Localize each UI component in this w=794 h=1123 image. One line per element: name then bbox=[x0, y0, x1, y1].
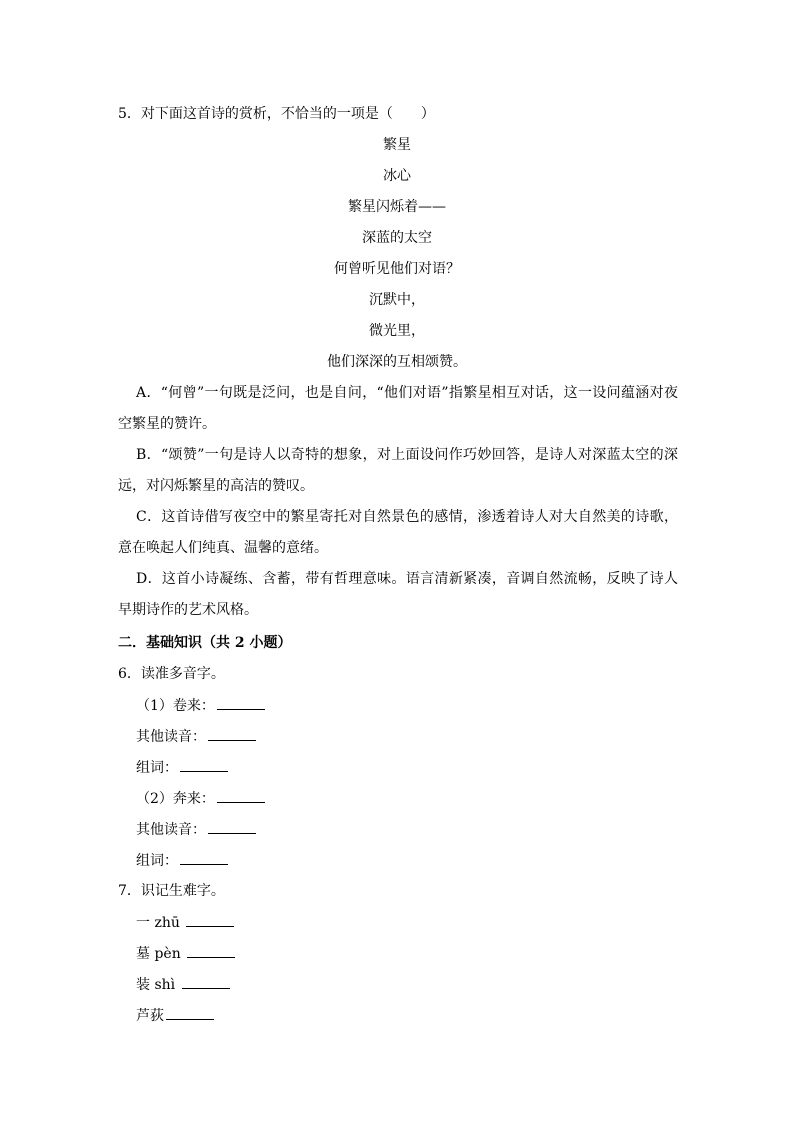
poem-author: 冰心 bbox=[383, 168, 411, 184]
q6-item-2-word-label: 组词： bbox=[136, 853, 178, 869]
q7-item-4-label: 芦荻 bbox=[136, 1008, 164, 1024]
q6-item-1 bbox=[136, 695, 265, 715]
poem-line-5: 微光里， bbox=[369, 323, 425, 339]
answer-blank[interactable] bbox=[180, 850, 228, 865]
answer-blank[interactable] bbox=[182, 974, 230, 989]
q7-item-3 bbox=[136, 974, 230, 994]
poem-line-2: 深蓝的太空 bbox=[362, 230, 432, 246]
answer-blank[interactable] bbox=[208, 726, 256, 741]
answer-blank[interactable] bbox=[186, 912, 234, 927]
q6-item-2-label: （2）奔来： bbox=[136, 791, 215, 807]
q7-item-1-label: 一 zhū bbox=[136, 915, 185, 931]
answer-blank[interactable] bbox=[166, 1005, 214, 1020]
q7-item-1 bbox=[136, 912, 234, 932]
q6-item-1-other bbox=[136, 726, 256, 746]
q6-item-2 bbox=[136, 788, 265, 808]
poem-line-3: 何曾听见他们对语？ bbox=[334, 261, 460, 277]
q6-item-1-label: （1）卷来： bbox=[136, 698, 215, 714]
poem-line-4: 沉默中， bbox=[369, 292, 425, 308]
question-5-stem: 5．对下面这首诗的赏析，不恰当的一项是（ ） bbox=[118, 106, 435, 122]
option-c: C．这首诗借写夜空中的繁星寄托对自然景色的感情，渗透着诗人对大自然美的诗歌，意在唤起人们纯真、温馨的意绪。 bbox=[118, 509, 678, 556]
answer-blank[interactable] bbox=[180, 757, 228, 772]
poem-line-1: 繁星闪烁着—— bbox=[348, 199, 446, 215]
answer-blank[interactable] bbox=[187, 943, 235, 958]
q7-item-4 bbox=[136, 1005, 214, 1025]
q7-item-2 bbox=[136, 943, 235, 963]
answer-blank[interactable] bbox=[208, 819, 256, 834]
q6-item-1-word-label: 组词： bbox=[136, 760, 178, 776]
q6-item-2-other-label: 其他读音： bbox=[136, 822, 206, 838]
answer-blank[interactable] bbox=[217, 788, 265, 803]
option-b: B．“颂赞”一句是诗人以奇特的想象，对上面设问作巧妙回答，是诗人对深蓝太空的深远，对闪烁繁星的高洁的赞叹。 bbox=[118, 447, 678, 494]
answer-blank[interactable] bbox=[217, 695, 265, 710]
question-6-stem: 6．读准多音字。 bbox=[118, 666, 225, 682]
q6-item-1-other-label: 其他读音： bbox=[136, 729, 206, 745]
q7-item-2-label: 墓 pèn bbox=[136, 946, 186, 962]
option-d: D．这首小诗凝练、含蓄，带有哲理意味。语言清新紧凑，音调自然流畅，反映了诗人早期诗作的艺术风格。 bbox=[118, 571, 678, 618]
q6-item-1-word bbox=[136, 757, 228, 777]
q6-item-2-word bbox=[136, 850, 228, 870]
question-7-stem: 7．识记生难字。 bbox=[118, 883, 225, 899]
poem-title: 繁星 bbox=[383, 137, 411, 153]
q6-item-2-other bbox=[136, 819, 256, 839]
q7-item-3-label: 装 shì bbox=[136, 977, 180, 993]
section-2-title: 二．基础知识（共 2 小题） bbox=[118, 635, 292, 651]
option-a: A．“何曾”一句既是泛问，也是自问，“他们对语”指繁星相互对话，这一设问蕴涵对夜空繁星的赞许。 bbox=[118, 385, 678, 432]
poem-line-6: 他们深深的互相颂赞。 bbox=[327, 354, 467, 370]
